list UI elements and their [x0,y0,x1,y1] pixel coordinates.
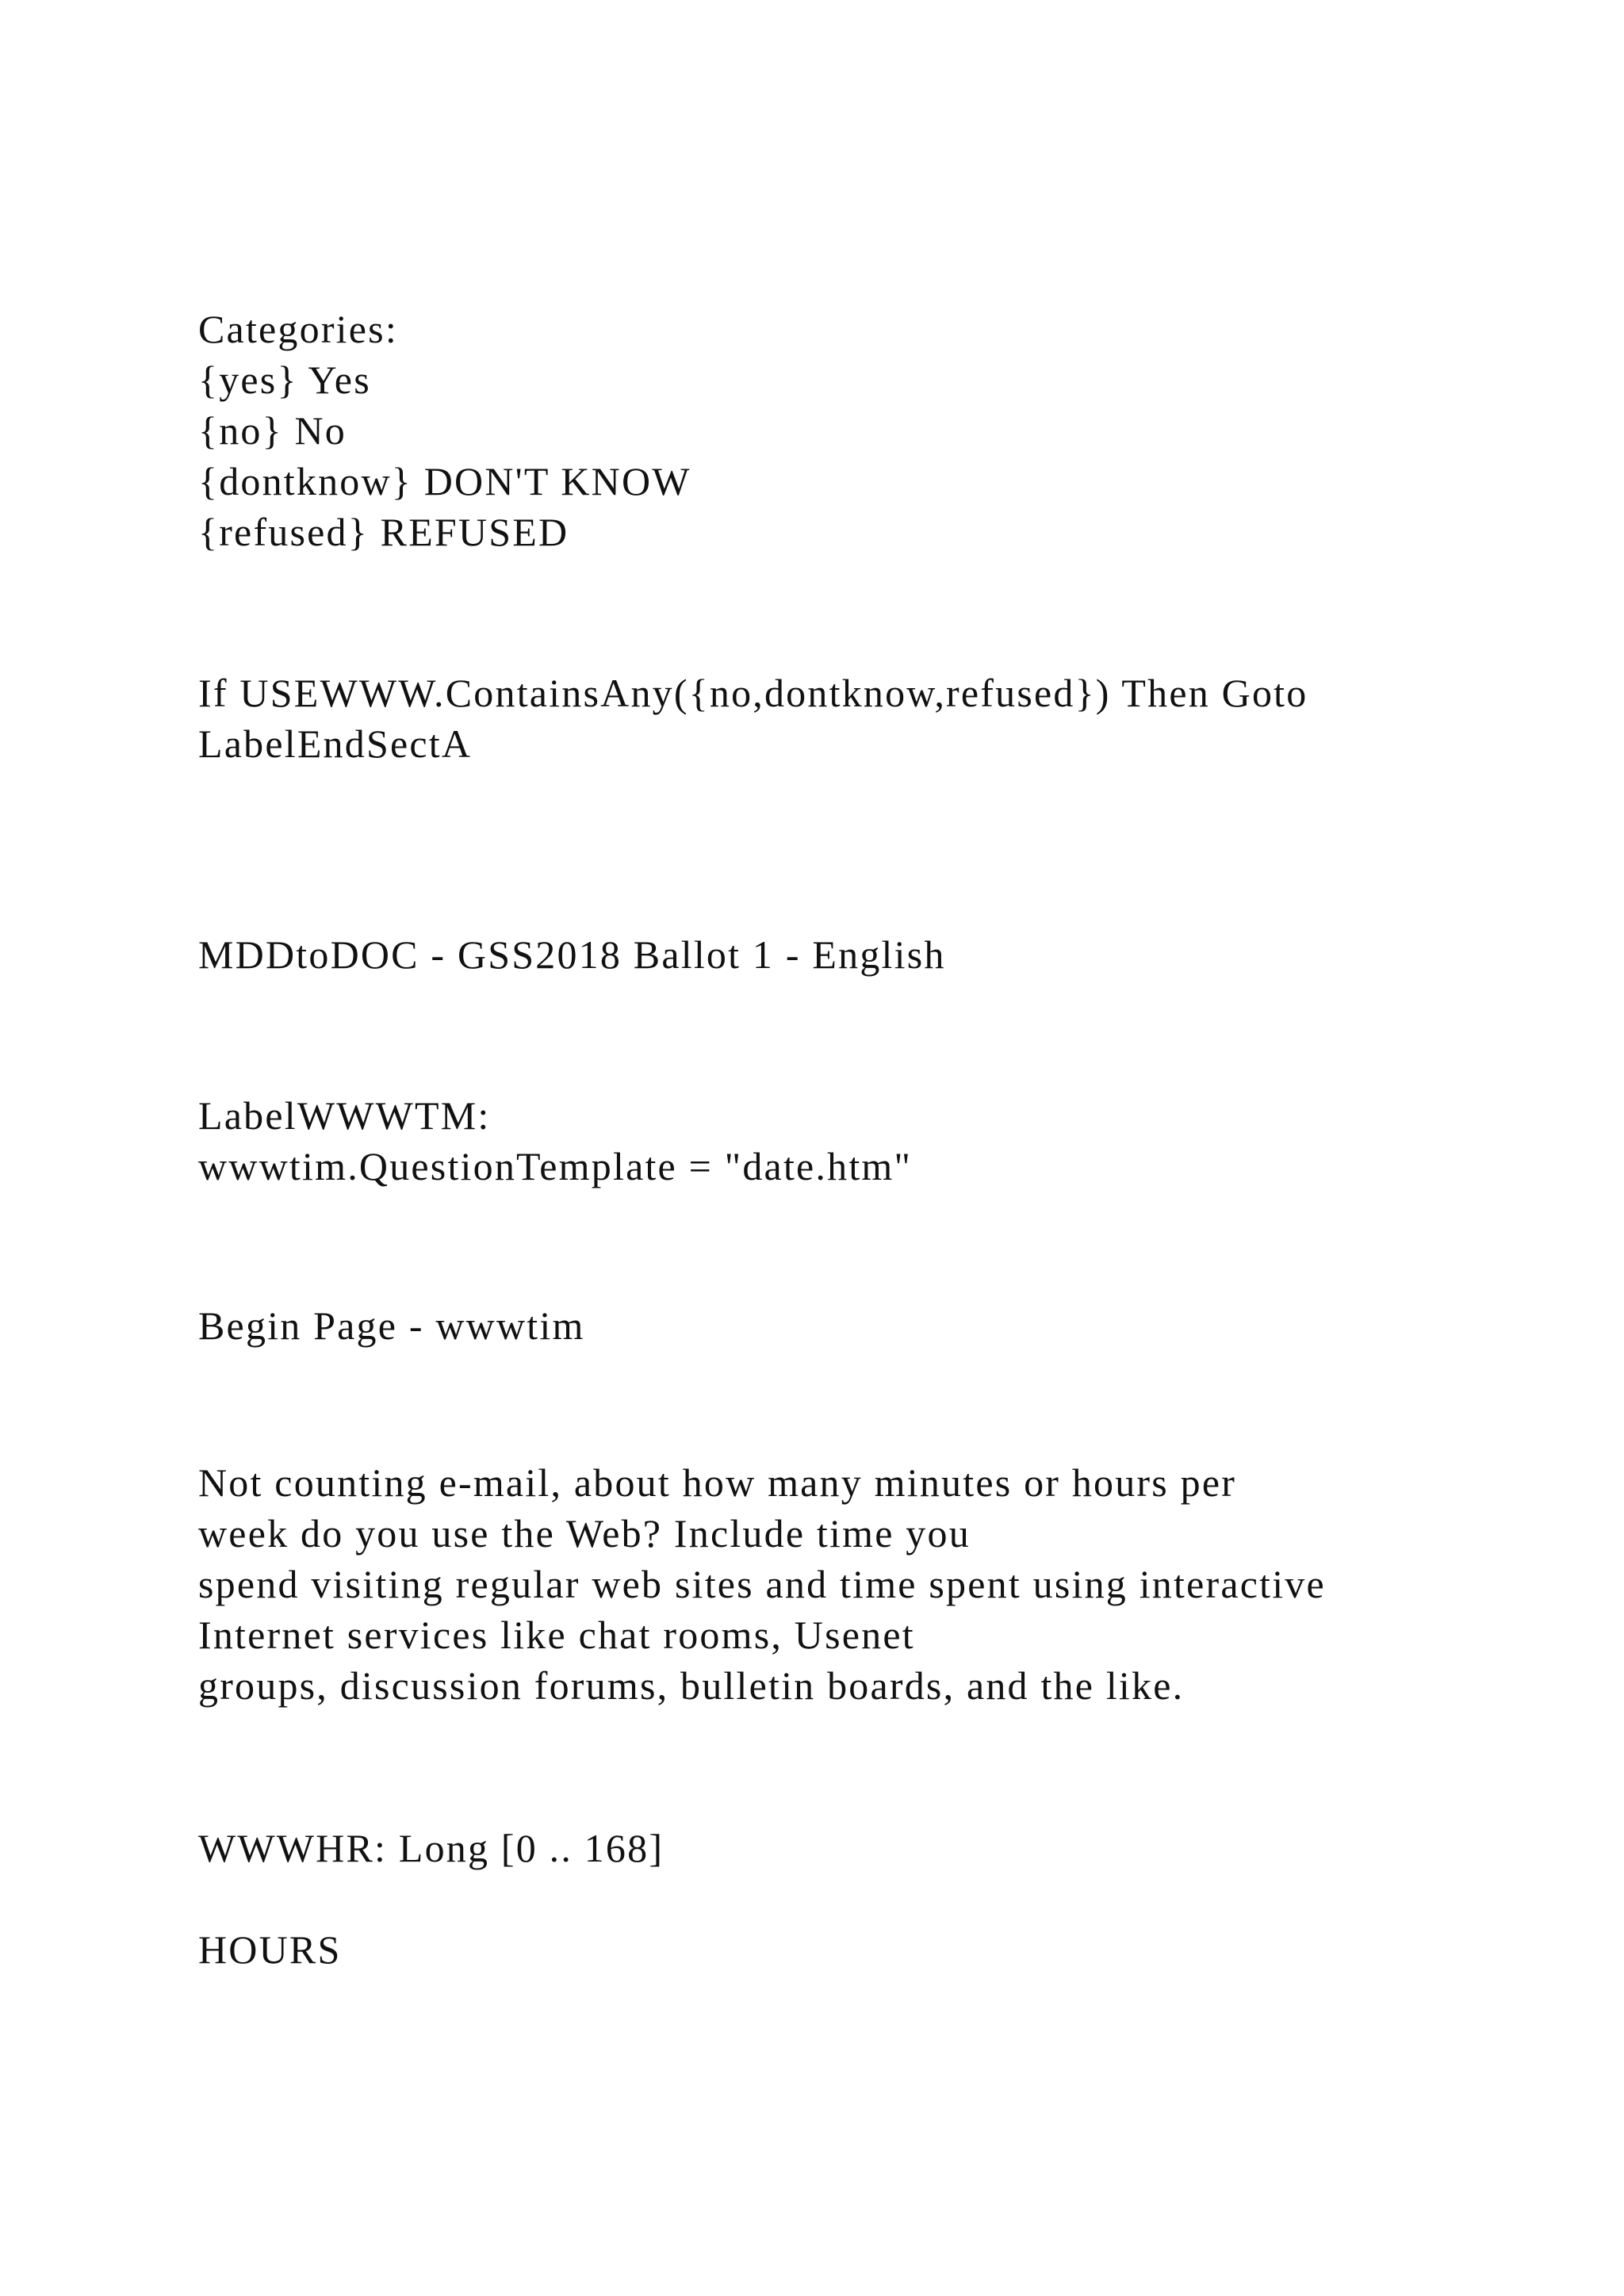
categories-heading: Categories: [198,307,398,351]
question-line-1: Not counting e-mail, about how many minutes or hours per [198,1460,1237,1505]
variable-definition: WWWHR: Long [0 .. 168] [198,1826,665,1870]
document-header: MDDtoDOC - GSS2018 Ballot 1 - English [198,932,946,977]
question-line-5: groups, discussion forums, bulletin boards, and the like. [198,1663,1185,1708]
question-line-3: spend visiting regular web sites and time spent using interactive [198,1562,1326,1606]
question-line-2: week do you use the Web? Include time you [198,1511,971,1556]
category-yes: {yes} Yes [198,358,371,402]
question-line-4: Internet services like chat rooms, Usenet [198,1613,915,1657]
variable-unit: HOURS [198,1927,342,1972]
begin-page: Begin Page - wwwtim [198,1303,585,1348]
label-name: LabelWWWTM: [198,1093,491,1138]
category-dontknow: {dontknow} DON'T KNOW [198,459,691,503]
category-refused: {refused} REFUSED [198,510,569,554]
condition-line-2: LabelEndSectA [198,721,473,766]
condition-line-1: If USEWWW.ContainsAny({no,dontknow,refused}) Then Goto [198,671,1308,715]
question-template: wwwtim.QuestionTemplate = "date.htm" [198,1144,913,1188]
category-no: {no} No [198,408,347,453]
